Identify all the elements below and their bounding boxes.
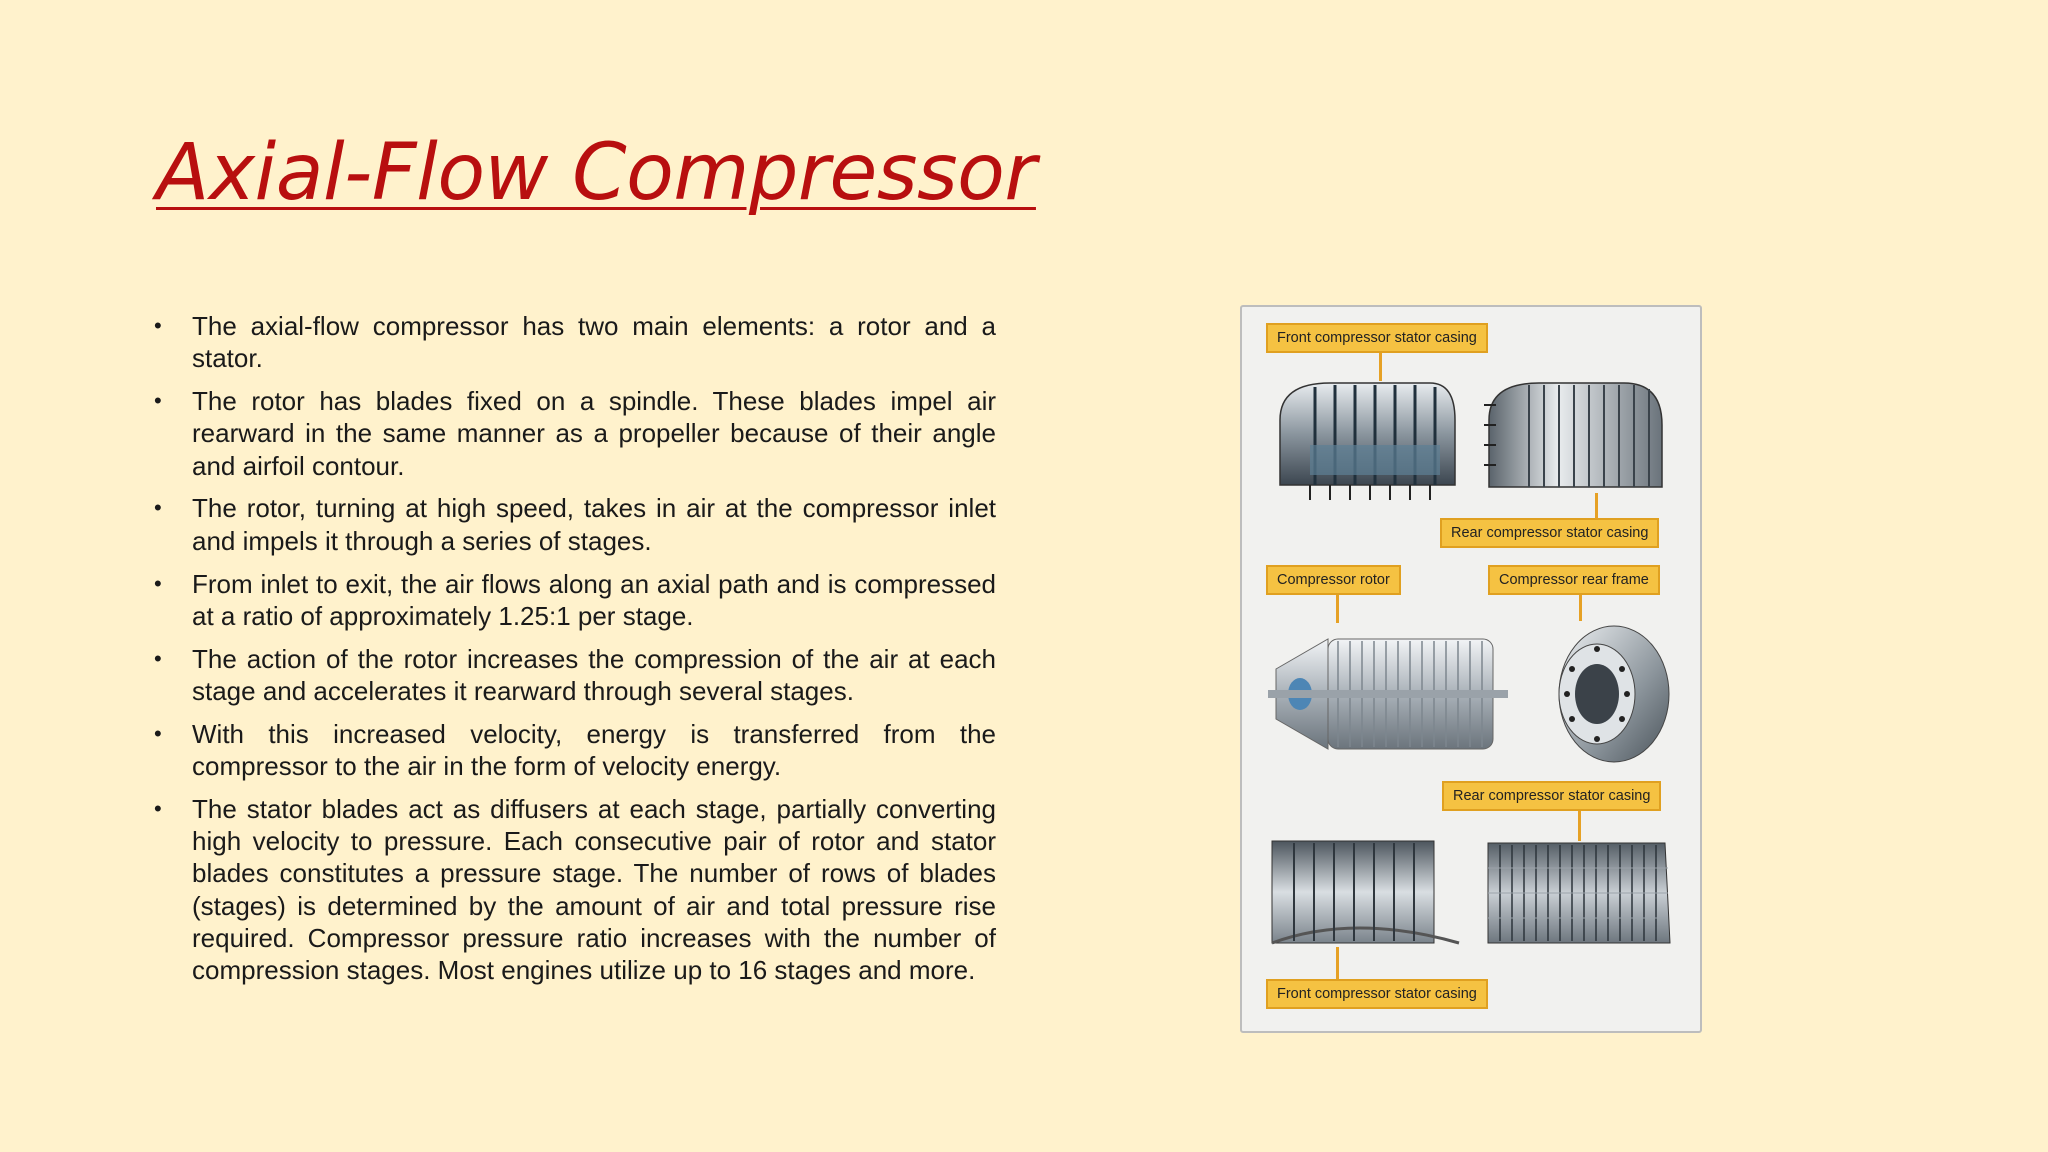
bullet-dot: • — [154, 495, 162, 521]
bullet-text: With this increased velocity, energy is transferred from the compressor to the air in the form of velocity energy. — [192, 718, 996, 782]
leader-line — [1579, 595, 1582, 621]
bullet-text: The action of the rotor increases the compression of the air at each stage and accelerates it rearward through several stages. — [192, 643, 996, 706]
bullet-item — [150, 718, 996, 783]
bullet-text: From inlet to exit, the air flows along an axial path and is compressed at a ratio of approximately 1.25:1 per stage. — [192, 568, 996, 631]
label-rear-compressor-stator-casing-top: Rear compressor stator casing — [1440, 518, 1659, 548]
bullet-item — [150, 385, 996, 482]
label-rear-compressor-stator-casing-bottom: Rear compressor stator casing — [1442, 781, 1661, 811]
slide-title: Axial-Flow Compressor — [156, 128, 1036, 218]
label-compressor-rear-frame: Compressor rear frame — [1488, 565, 1660, 595]
bullet-dot: • — [154, 388, 162, 414]
bullet-list — [150, 310, 996, 997]
compressor-rear-frame-illustration — [1542, 619, 1672, 769]
bullet-item — [150, 568, 996, 633]
bullet-item — [150, 310, 996, 375]
rear-stator-casing-inner-illustration — [1480, 833, 1680, 953]
bullet-item — [150, 492, 996, 557]
bullet-text: The stator blades act as diffusers at each stage, partially converting high velocity to pressure. Each consecutive pair of rotor and stator blades constitutes a pressure stage. The number of rows of blades (stages) is determined by the amount of air and total pressure rise required. Compressor pressure ratio increases with the number of compression stages. Most engines utilize up to 16 stages and more. — [192, 793, 996, 986]
bullet-item — [150, 793, 996, 987]
compressor-components-figure — [1240, 305, 1702, 1033]
label-front-compressor-stator-casing-top: Front compressor stator casing — [1266, 323, 1488, 353]
bullet-dot: • — [154, 570, 162, 596]
compressor-rotor-illustration — [1268, 619, 1508, 769]
bullet-item — [150, 643, 996, 708]
rear-stator-casing-illustration — [1474, 375, 1669, 505]
bullet-dot: • — [154, 645, 162, 671]
bullet-dot: • — [154, 720, 162, 746]
label-front-compressor-stator-casing-bottom: Front compressor stator casing — [1266, 979, 1488, 1009]
bullet-dot: • — [154, 795, 162, 821]
label-compressor-rotor: Compressor rotor — [1266, 565, 1401, 595]
bullet-dot: • — [154, 313, 162, 338]
bullet-text: The rotor, turning at high speed, takes in air at the compressor inlet and impels it through a series of stages. — [192, 493, 996, 556]
front-stator-casing-illustration — [1270, 375, 1460, 505]
bullet-text: The rotor has blades fixed on a spindle. These blades impel air rearward in the same manner as a propeller because of their angle and airfoil contour. — [192, 386, 996, 481]
front-stator-casing-inner-illustration — [1264, 833, 1464, 953]
bullet-text: The axial-flow compressor has two main elements: a rotor and a stator. — [192, 311, 996, 374]
